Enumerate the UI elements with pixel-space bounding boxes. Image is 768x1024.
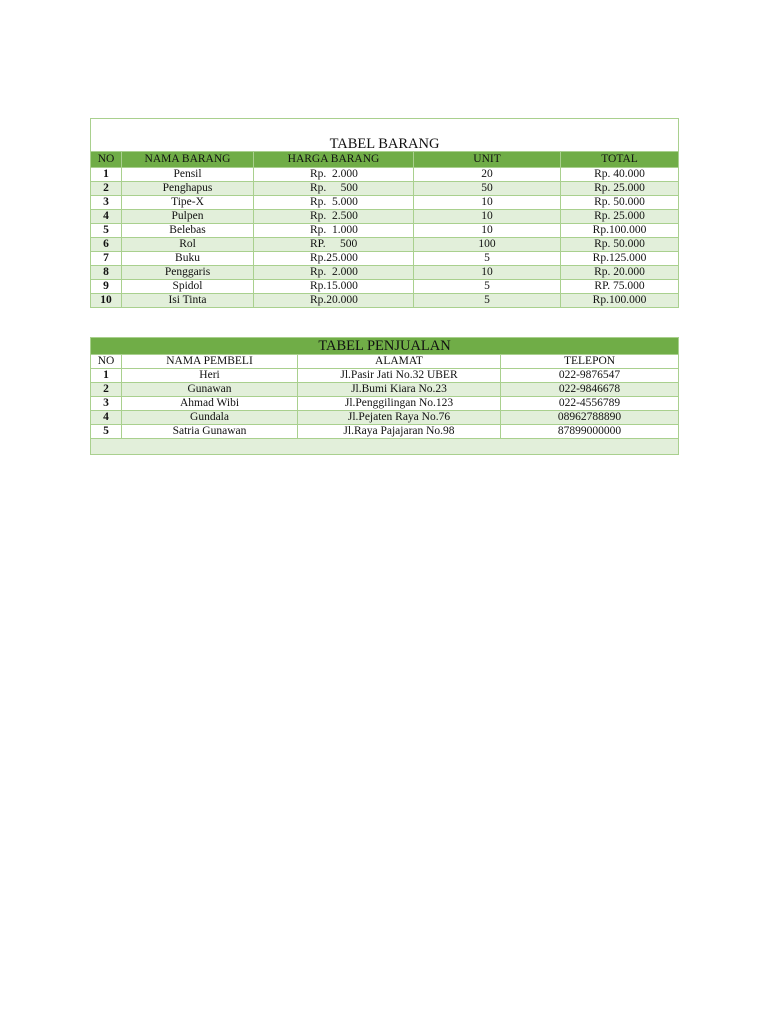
cell-unit: 10 xyxy=(414,266,561,280)
cell-total: Rp. 50.000 xyxy=(561,238,679,252)
table-row xyxy=(91,168,679,182)
table-row xyxy=(91,266,679,280)
cell-nama-pembeli: Heri xyxy=(122,369,298,383)
cell-no: 6 xyxy=(91,238,122,252)
table-row xyxy=(91,196,679,210)
cell-alamat: Jl.Bumi Kiara No.23 xyxy=(298,383,501,397)
cell-total: Rp. 20.000 xyxy=(561,266,679,280)
tabel-penjualan xyxy=(90,337,679,455)
cell-harga-barang: Rp. 2.000 xyxy=(254,266,414,280)
cell-telepon: 022-9846678 xyxy=(501,383,679,397)
cell-telepon: 08962788890 xyxy=(501,411,679,425)
column-header-alamat: ALAMAT xyxy=(298,355,501,369)
cell-unit: 5 xyxy=(414,252,561,266)
cell-total: Rp. 40.000 xyxy=(561,168,679,182)
tabel-penjualan-title: TABEL PENJUALAN xyxy=(91,338,679,355)
cell-nama-pembeli: Gunawan xyxy=(122,383,298,397)
cell-harga-barang: Rp. 1.000 xyxy=(254,224,414,238)
cell-alamat: Jl.Raya Pajajaran No.98 xyxy=(298,425,501,439)
cell-total: Rp.125.000 xyxy=(561,252,679,266)
cell-nama-barang: Buku xyxy=(122,252,254,266)
table-row xyxy=(91,182,679,196)
cell-total: Rp. 25.000 xyxy=(561,210,679,224)
column-header-telepon: TELEPON xyxy=(501,355,679,369)
cell-unit: 10 xyxy=(414,210,561,224)
cell-unit: 10 xyxy=(414,196,561,210)
cell-no: 8 xyxy=(91,266,122,280)
cell-harga-barang: Rp. 500 xyxy=(254,182,414,196)
cell-nama-barang: Penggaris xyxy=(122,266,254,280)
cell-nama-barang: Pensil xyxy=(122,168,254,182)
cell-telepon: 022-9876547 xyxy=(501,369,679,383)
cell-nama-barang: Spidol xyxy=(122,280,254,294)
table-row xyxy=(91,224,679,238)
cell-telepon: 87899000000 xyxy=(501,425,679,439)
cell-total: Rp.100.000 xyxy=(561,224,679,238)
cell-no: 10 xyxy=(91,294,122,308)
cell-total: Rp.100.000 xyxy=(561,294,679,308)
cell-nama-barang: Penghapus xyxy=(122,182,254,196)
column-header-nama-pembeli: NAMA PEMBELI xyxy=(122,355,298,369)
column-header-no: NO xyxy=(91,355,122,369)
table-footer-row xyxy=(91,439,679,455)
column-header-nama-barang: NAMA BARANG xyxy=(122,152,254,168)
cell-no: 3 xyxy=(91,196,122,210)
column-header-unit: UNIT xyxy=(414,152,561,168)
table-row xyxy=(91,252,679,266)
cell-harga-barang: Rp. 2.500 xyxy=(254,210,414,224)
table-row xyxy=(91,294,679,308)
cell-harga-barang: Rp.20.000 xyxy=(254,294,414,308)
cell-no: 3 xyxy=(91,397,122,411)
cell-total: Rp. 25.000 xyxy=(561,182,679,196)
cell-unit: 20 xyxy=(414,168,561,182)
cell-alamat: Jl.Pasir Jati No.32 UBER xyxy=(298,369,501,383)
table-row xyxy=(91,397,679,411)
cell-no: 2 xyxy=(91,182,122,196)
table-row xyxy=(91,425,679,439)
cell-unit: 5 xyxy=(414,280,561,294)
cell-no: 4 xyxy=(91,411,122,425)
cell-total: Rp. 50.000 xyxy=(561,196,679,210)
cell-nama-barang: Rol xyxy=(122,238,254,252)
cell-alamat: Jl.Pejaten Raya No.76 xyxy=(298,411,501,425)
table-row xyxy=(91,411,679,425)
cell-unit: 10 xyxy=(414,224,561,238)
cell-harga-barang: Rp.15.000 xyxy=(254,280,414,294)
cell-unit: 50 xyxy=(414,182,561,196)
cell-alamat: Jl.Penggilingan No.123 xyxy=(298,397,501,411)
cell-telepon: 022-4556789 xyxy=(501,397,679,411)
column-header-total: TOTAL xyxy=(561,152,679,168)
cell-total: RP. 75.000 xyxy=(561,280,679,294)
cell-nama-barang: Belebas xyxy=(122,224,254,238)
cell-no: 7 xyxy=(91,252,122,266)
column-header-no: NO xyxy=(91,152,122,168)
tabel-barang xyxy=(90,118,679,308)
cell-no: 5 xyxy=(91,425,122,439)
cell-no: 5 xyxy=(91,224,122,238)
cell-nama-barang: Pulpen xyxy=(122,210,254,224)
cell-harga-barang: RP. 500 xyxy=(254,238,414,252)
cell-no: 4 xyxy=(91,210,122,224)
cell-nama-barang: Isi Tinta xyxy=(122,294,254,308)
cell-harga-barang: Rp.25.000 xyxy=(254,252,414,266)
cell-harga-barang: Rp. 2.000 xyxy=(254,168,414,182)
cell-no: 1 xyxy=(91,168,122,182)
cell-nama-pembeli: Gundala xyxy=(122,411,298,425)
cell-no: 9 xyxy=(91,280,122,294)
cell-unit: 5 xyxy=(414,294,561,308)
cell-nama-pembeli: Ahmad Wibi xyxy=(122,397,298,411)
cell-nama-pembeli: Satria Gunawan xyxy=(122,425,298,439)
cell-harga-barang: Rp. 5.000 xyxy=(254,196,414,210)
table-row xyxy=(91,369,679,383)
tabel-barang-title: TABEL BARANG xyxy=(91,119,679,152)
cell-no: 1 xyxy=(91,369,122,383)
cell-no: 2 xyxy=(91,383,122,397)
table-row xyxy=(91,238,679,252)
cell-unit: 100 xyxy=(414,238,561,252)
footer-cell xyxy=(91,439,679,455)
table-row xyxy=(91,210,679,224)
table-row xyxy=(91,383,679,397)
cell-nama-barang: Tipe-X xyxy=(122,196,254,210)
column-header-harga-barang: HARGA BARANG xyxy=(254,152,414,168)
table-row xyxy=(91,280,679,294)
